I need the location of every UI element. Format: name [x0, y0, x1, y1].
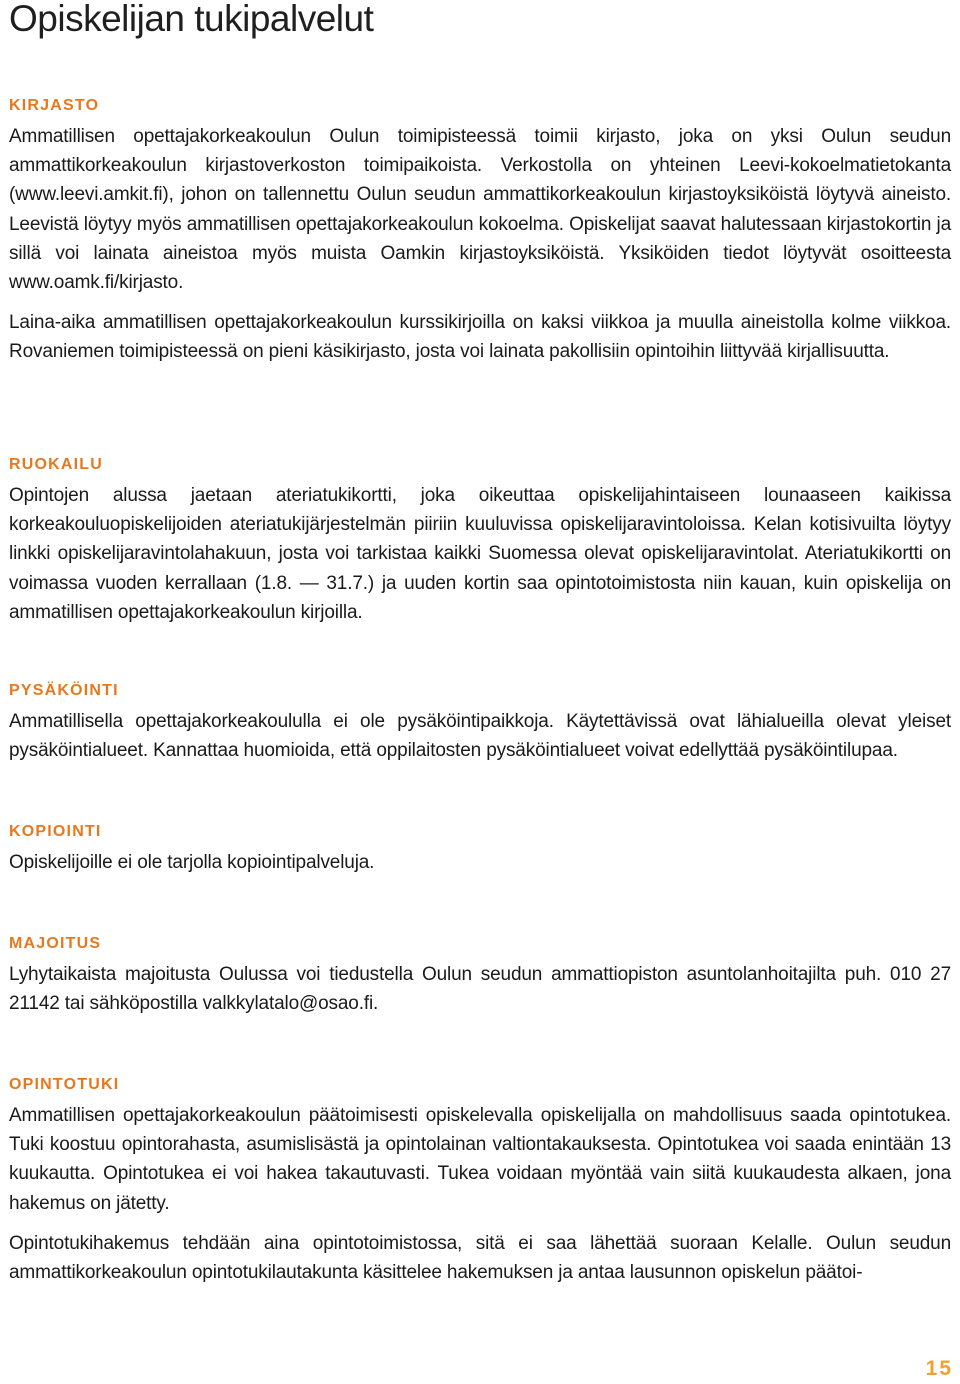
- paragraph: Opintotukihakemus tehdään aina opintotoimistossa, sitä ei saa lähettää suoraan Kelalle. Oulun seudun ammattikorkeakoulun opintotukilautakunta käsittelee hakemuksen ja antaa lausunnon opiskelun päätoi-: [9, 1232, 951, 1284]
- section-majoitus: [9, 934, 951, 1018]
- paragraph: Opiskelijoille ei ole tarjolla kopiointipalveluja.: [9, 852, 375, 873]
- section-body: [9, 481, 951, 627]
- section-body: [9, 960, 951, 1018]
- section-body: [9, 122, 951, 367]
- section-heading: KIRJASTO: [9, 97, 100, 114]
- section-heading: RUOKAILU: [9, 456, 104, 473]
- section-pysakointi: [9, 681, 951, 765]
- section-opintotuki: [9, 1075, 951, 1287]
- section-body: [9, 848, 951, 877]
- section-heading: KOPIOINTI: [9, 823, 102, 840]
- paragraph: Opintojen alussa jaetaan ateriatukikortti, joka oikeuttaa opiskelijahintaiseen lounaaseen kaikissa korkeakouluopiskelijoiden ateriatukijärjestelmän piiriin kuuluvissa opiskelijaravintoloissa. Kelan kotisivuilta löytyy linkki opiskelijaravintolahakuun, josta voi tarkistaa kaikki Suomessa olevat opiskelijaravintolat. Ateriatukikortti on voimassa vuoden kerrallaan (1.8. — 31.7.) ja uuden kortin saa opintotoimistosta niin kauan, kuin opiskelija on ammatillisen opettajakorkeakoulun kirjoilla.: [9, 485, 951, 623]
- section-body: [9, 707, 951, 765]
- paragraph: Laina-aika ammatillisen opettajakorkeakoulun kurssikirjoilla on kaksi viikkoa ja muulla aineistolla kolme viikkoa. Rovaniemen toimipisteessä on pieni käsikirjasto, josta voi lainata pakollisiin opintoihin liittyvää kirjallisuutta.: [9, 312, 951, 363]
- section-kirjasto: [9, 96, 951, 367]
- paragraph: Ammatillisen opettajakorkeakoulun päätoimisesti opiskelevalla opiskelijalla on mahdollisuus saada opintotukea. Tuki koostuu opintorahasta, asumislisästä ja opintolainan valtiontakauksesta. Opintotukea voi saada enintään 13 kuukautta. Opintotukea ei voi hakea takautuvasti. Tukea voidaan myöntää vain siitä kuukaudesta alkaen, jona hakemus on jätetty.: [9, 1105, 951, 1214]
- section-body: [9, 1101, 951, 1287]
- section-ruokailu: [9, 455, 951, 627]
- section-heading: PYSÄKÖINTI: [9, 682, 119, 699]
- section-kopiointi: [9, 822, 951, 877]
- paragraph: Ammatillisen opettajakorkeakoulun Oulun toimipisteessä toimii kirjasto, joka on yksi Oulun seudun ammattikorkeakoulun kirjastoverkoston toimipaikoista. Verkostolla on yhteinen Leevi-kokoelmatietokanta (www.leevi.amkit.fi), johon on tallennettu Oulun seudun ammattikorkeakoulun kirjastoyksiköistä löytyvä aineisto. Leevistä löytyy myös ammatillisen opettajakorkeakoulun kokoelma. Opiskelijat saavat halutessaan kirjastokortin ja sillä voi lainata aineistoa myös muista Oamkin kirjastoyksiköistä. Yksiköiden tiedot löytyvät osoitteesta www.oamk.fi/kirjasto.: [9, 126, 951, 294]
- paragraph: Lyhytaikaista majoitusta Oulussa voi tiedustella Oulun seudun ammattiopiston asuntolanhoitajilta puh. 010 27 21142 tai sähköpostilla valkkylatalo@osao.fi.: [9, 964, 951, 1015]
- page-number: 15: [925, 1357, 953, 1380]
- section-heading: OPINTOTUKI: [9, 1076, 120, 1093]
- paragraph: Ammatillisella opettajakorkeakoululla ei ole pysäköintipaikkoja. Käytettävissä ovat lähialueilla olevat yleiset pysäköintialueet. Kannattaa huomioida, että oppilaitosten pysäköintialueet voivat edellyttää pysäköintilupaa.: [9, 711, 951, 762]
- page-title: Opiskelijan tukipalvelut: [9, 0, 374, 39]
- section-heading: MAJOITUS: [9, 935, 102, 952]
